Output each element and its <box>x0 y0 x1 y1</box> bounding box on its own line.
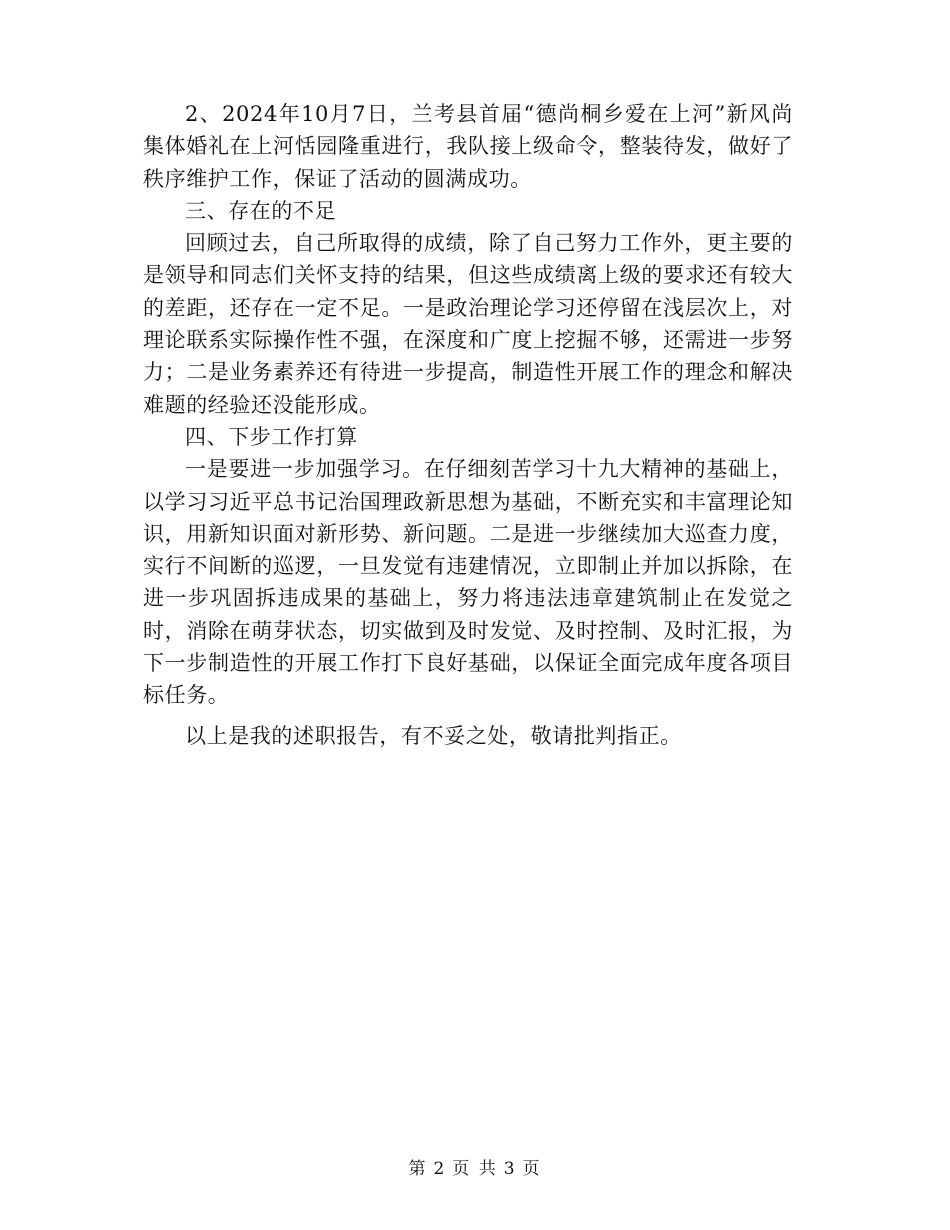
heading-shortcomings: 三、存在的不足 <box>185 198 337 223</box>
paragraph-activity-2: 2、2024年10月7日，兰考县首届“德尚桐乡爱在上河”新风尚集体婚礼在上河恬园隆重进行，我队接上级命令，整装待发，做好了秩序维护工作，保证了活动的圆满成功。 <box>143 102 793 191</box>
paragraph-closing: 以上是我的述职报告，有不妥之处，敬请批判指正。 <box>185 723 682 748</box>
footer-total-pages: 3 <box>503 1159 517 1179</box>
footer-prefix: 第 <box>408 1159 428 1179</box>
footer-middle: 页 共 <box>452 1159 498 1179</box>
page-number-footer <box>0 1154 950 1179</box>
footer-suffix: 页 <box>522 1159 542 1179</box>
paragraph-shortcomings: 回顾过去，自己所取得的成绩，除了自己努力工作外，更主要的是领导和同志们关怀支持的结果，但这些成绩离上级的要求还有较大的差距，还存在一定不足。一是政治理论学习还停留在浅层次上，对理论联系实际操作性不强，在深度和广度上挖掘不够，还需进一步努力；二是业务素养还有待进一步提高，制造性开展工作的理念和解决难题的经验还没能形成。 <box>143 231 793 417</box>
heading-next-steps: 四、下步工作打算 <box>185 424 358 449</box>
paragraph-next-steps: 一是要进一步加强学习。在仔细刻苦学习十九大精神的基础上，以学习习近平总书记治国理政新思想为基础，不断充实和丰富理论知识，用新知识面对新形势、新问题。二是进一步继续加大巡查力度，实行不间断的巡逻，一旦发觉有违建情况，立即制止并加以拆除，在进一步巩固拆违成果的基础上，努力将违法违章建筑制止在发觉之时，消除在萌芽状态，切实做到及时发觉、及时控制、及时汇报，为下一步制造性的开展工作打下良好基础，以保证全面完成年度各项目标任务。 <box>143 457 793 708</box>
document-body <box>143 98 793 752</box>
footer-current-page: 2 <box>433 1159 447 1179</box>
